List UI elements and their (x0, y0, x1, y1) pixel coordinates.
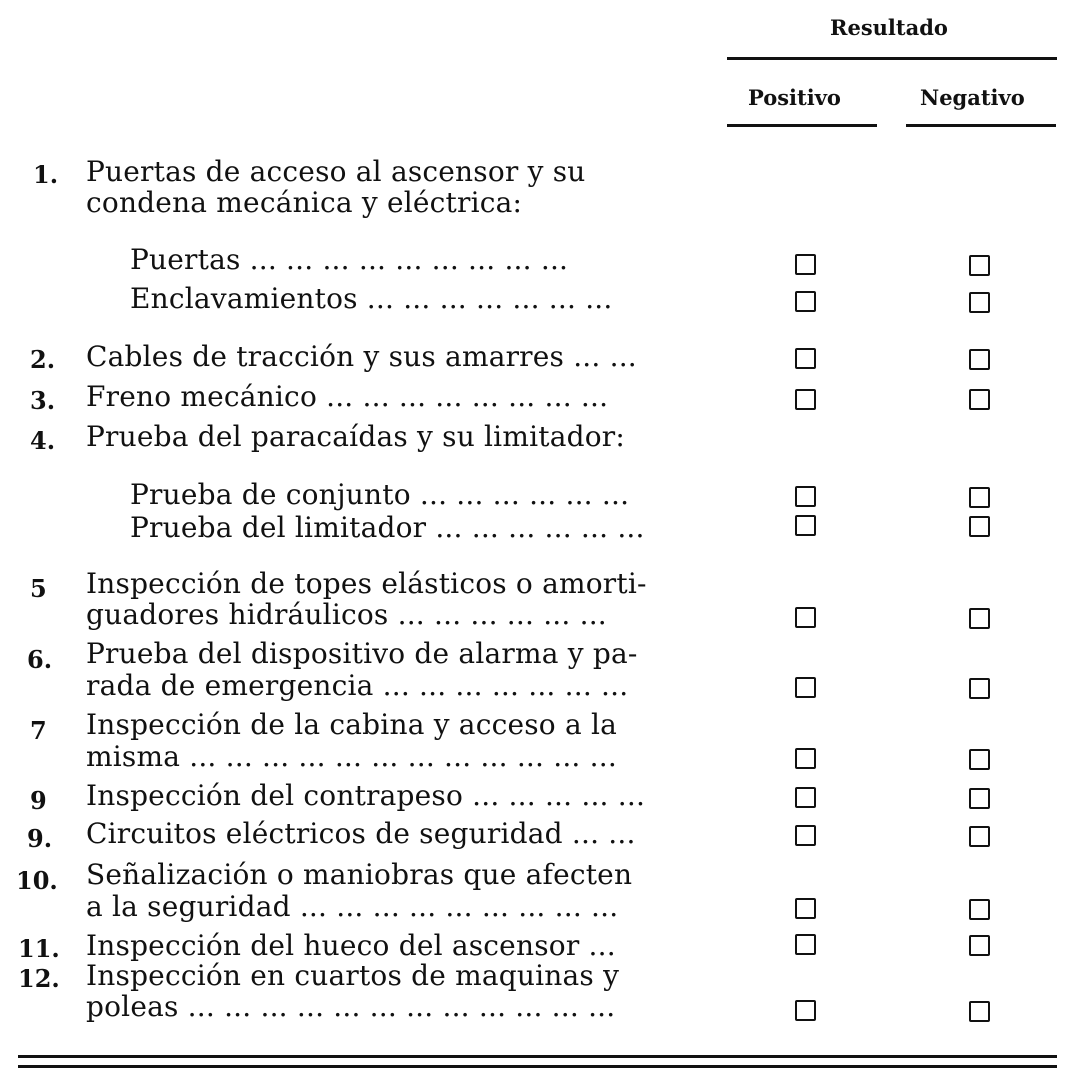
negative-column-rule (906, 124, 1056, 127)
positive-checkbox[interactable] (795, 515, 816, 536)
item-label: Puertas de acceso al ascensor y su (86, 155, 586, 188)
item-label: Prueba del dispositivo de alarma y pa- (86, 637, 638, 670)
negative-checkbox[interactable] (969, 255, 990, 276)
negative-checkbox[interactable] (969, 292, 990, 313)
item-number: 12. (18, 964, 60, 993)
item-number: 1. (33, 160, 59, 189)
item-label: Inspección de la cabina y acceso a la (86, 708, 618, 741)
negative-column-header: Negativo (920, 85, 1025, 110)
negative-checkbox[interactable] (969, 678, 990, 699)
negative-checkbox[interactable] (969, 1001, 990, 1022)
negative-checkbox[interactable] (969, 826, 990, 847)
item-label: Freno mecánico ... ... ... ... ... ... ... ... (86, 380, 609, 413)
negative-checkbox[interactable] (969, 608, 990, 629)
subitem-label: Enclavamientos ... ... ... ... ... ... ... (130, 282, 613, 315)
item-number: 6. (27, 645, 53, 674)
item-label: Inspección del contrapeso ... ... ... ... ... (86, 779, 646, 812)
item-number: 11. (18, 934, 60, 963)
positive-checkbox[interactable] (795, 254, 816, 275)
negative-checkbox[interactable] (969, 899, 990, 920)
item-label-continued: misma ... ... ... ... ... ... ... ... ... ... ... ... (86, 740, 617, 773)
item-number: 7 (30, 716, 47, 745)
positive-column-rule (727, 124, 877, 127)
item-label-continued: rada de emergencia ... ... ... ... ... ... ... (86, 669, 629, 702)
positive-checkbox[interactable] (795, 291, 816, 312)
positive-checkbox[interactable] (795, 825, 816, 846)
subitem-label: Puertas ... ... ... ... ... ... ... ... ... (130, 243, 569, 276)
item-label-continued: guadores hidráulicos ... ... ... ... ... ... (86, 598, 607, 631)
item-label: Cables de tracción y sus amarres ... ... (86, 340, 637, 373)
positive-checkbox[interactable] (795, 486, 816, 507)
negative-checkbox[interactable] (969, 935, 990, 956)
negative-checkbox[interactable] (969, 516, 990, 537)
item-label: Inspección en cuartos de maquinas y (86, 959, 620, 992)
negative-checkbox[interactable] (969, 389, 990, 410)
item-label-continued: a la seguridad ... ... ... ... ... ... ... ... ... (86, 890, 619, 923)
item-label: Señalización o maniobras que afecten (86, 858, 633, 891)
positive-checkbox[interactable] (795, 1000, 816, 1021)
item-number: 2. (30, 345, 56, 374)
subitem-label: Prueba del limitador ... ... ... ... ... ... (130, 511, 645, 544)
item-label-continued: condena mecánica y eléctrica: (86, 186, 523, 219)
item-number: 9 (30, 786, 47, 815)
negative-checkbox[interactable] (969, 487, 990, 508)
item-number: 3. (30, 386, 56, 415)
negative-checkbox[interactable] (969, 349, 990, 370)
item-label: Inspección de topes elásticos o amorti- (86, 567, 647, 600)
item-label: Inspección del hueco del ascensor ... (86, 929, 616, 962)
positive-checkbox[interactable] (795, 389, 816, 410)
result-heading-rule (727, 57, 1057, 60)
negative-checkbox[interactable] (969, 749, 990, 770)
positive-checkbox[interactable] (795, 348, 816, 369)
bottom-rule-lower (18, 1065, 1057, 1068)
positive-checkbox[interactable] (795, 787, 816, 808)
item-number: 5 (30, 574, 47, 603)
item-number: 9. (27, 824, 53, 853)
item-label: Prueba del paracaídas y su limitador: (86, 420, 625, 453)
positive-checkbox[interactable] (795, 898, 816, 919)
item-number: 10. (16, 866, 58, 895)
result-heading: Resultado (830, 15, 948, 40)
positive-checkbox[interactable] (795, 607, 816, 628)
item-label: Circuitos eléctricos de seguridad ... ... (86, 817, 636, 850)
item-number: 4. (30, 426, 56, 455)
negative-checkbox[interactable] (969, 788, 990, 809)
positive-checkbox[interactable] (795, 677, 816, 698)
item-label-continued: poleas ... ... ... ... ... ... ... ... ... ... ... ... (86, 990, 616, 1023)
bottom-rule-upper (18, 1055, 1057, 1058)
positive-checkbox[interactable] (795, 934, 816, 955)
positive-column-header: Positivo (748, 85, 841, 110)
positive-checkbox[interactable] (795, 748, 816, 769)
subitem-label: Prueba de conjunto ... ... ... ... ... ... (130, 478, 630, 511)
